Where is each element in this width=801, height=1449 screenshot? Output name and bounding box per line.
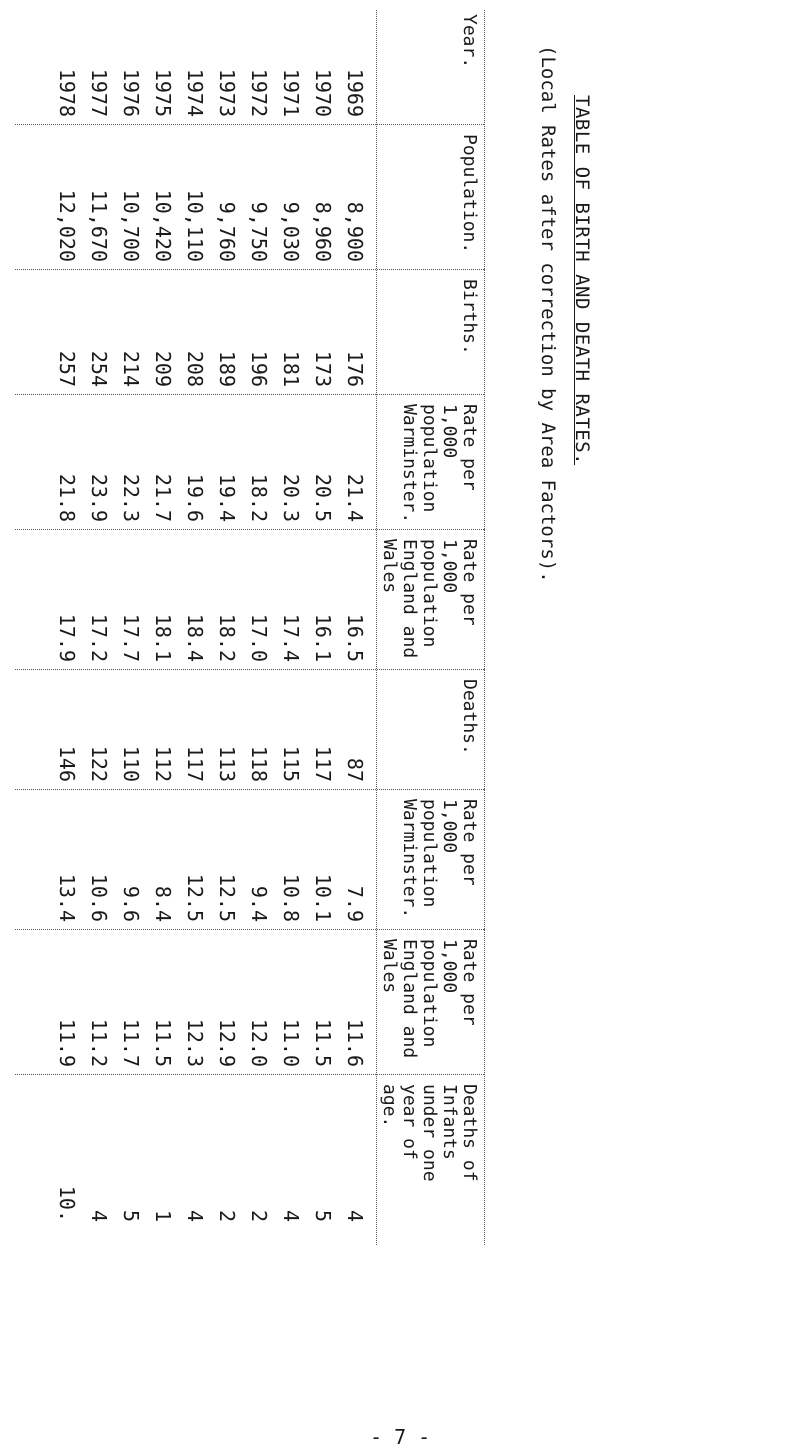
cell-population: 11,670 — [87, 189, 111, 262]
cell-birth-rate-warminster: 21.7 — [151, 473, 175, 522]
table-top-rule — [484, 10, 485, 1245]
column-population — [37, 130, 377, 270]
cell-deaths: 115 — [279, 745, 303, 782]
column-births — [37, 275, 377, 395]
cell-death-rate-england-wales: 11.2 — [87, 1018, 111, 1067]
header-population: Population. — [459, 134, 480, 254]
cell-population: 8,960 — [311, 201, 335, 262]
cell-birth-rate-warminster: 19.4 — [215, 473, 239, 522]
cell-year: 1971 — [279, 68, 303, 117]
cell-year: 1973 — [215, 68, 239, 117]
rotated-sheet — [5, 0, 605, 1310]
cell-birth-rate-england-wales: 17.2 — [87, 613, 111, 662]
cell-infant-deaths: 5 — [311, 1209, 335, 1222]
rates-table — [15, 10, 485, 1245]
title-block — [525, 0, 605, 1310]
cell-death-rate-warminster: 10.6 — [87, 873, 111, 922]
cell-birth-rate-warminster: 23.9 — [87, 473, 111, 522]
cell-deaths: 146 — [55, 745, 79, 782]
cell-birth-rate-warminster: 18.2 — [247, 473, 271, 522]
cell-death-rate-england-wales: 11.5 — [311, 1018, 335, 1067]
table-header-row — [377, 10, 485, 1245]
cell-infant-deaths: 1 — [151, 1209, 175, 1222]
cell-year: 1977 — [87, 68, 111, 117]
cell-births: 181 — [279, 350, 303, 387]
cell-death-rate-warminster: 10.8 — [279, 873, 303, 922]
column-infant-deaths — [37, 1080, 377, 1230]
cell-deaths: 110 — [119, 745, 143, 782]
column-birth-rate-warminster — [37, 400, 377, 530]
cell-population: 9,750 — [247, 201, 271, 262]
cell-births: 254 — [87, 350, 111, 387]
cell-death-rate-england-wales: 11.5 — [151, 1018, 175, 1067]
header-death-rate-warminster: Rate per 1,000 population Warminster. — [399, 799, 480, 919]
cell-birth-rate-england-wales: 18.4 — [183, 613, 207, 662]
cell-death-rate-england-wales: 11.0 — [279, 1018, 303, 1067]
cell-population: 9,030 — [279, 201, 303, 262]
cell-birth-rate-england-wales: 17.0 — [247, 613, 271, 662]
cell-death-rate-warminster: 8.4 — [151, 885, 175, 922]
cell-birth-rate-warminster: 21.8 — [55, 473, 79, 522]
cell-population: 9,760 — [215, 201, 239, 262]
page-number: - 7 - — [370, 1425, 431, 1449]
cell-death-rate-england-wales: 12.3 — [183, 1018, 207, 1067]
cell-population: 10,420 — [151, 189, 175, 262]
cell-death-rate-england-wales: 11.7 — [119, 1018, 143, 1067]
cell-death-rate-warminster: 7.9 — [343, 885, 367, 922]
cell-birth-rate-england-wales: 18.1 — [151, 613, 175, 662]
header-birth-rate-warminster: Rate per 1,000 population Warminster. — [399, 404, 480, 524]
cell-year: 1970 — [311, 68, 335, 117]
cell-births: 209 — [151, 350, 175, 387]
cell-year: 1969 — [343, 68, 367, 117]
cell-births: 257 — [55, 350, 79, 387]
cell-deaths: 87 — [343, 757, 367, 782]
cell-deaths: 117 — [183, 745, 207, 782]
cell-death-rate-england-wales: 12.9 — [215, 1018, 239, 1067]
cell-birth-rate-warminster: 20.3 — [279, 473, 303, 522]
cell-year: 1978 — [55, 68, 79, 117]
cell-birth-rate-england-wales: 17.4 — [279, 613, 303, 662]
cell-birth-rate-england-wales: 16.1 — [311, 613, 335, 662]
cell-births: 176 — [343, 350, 367, 387]
cell-births: 208 — [183, 350, 207, 387]
cell-birth-rate-warminster: 22.3 — [119, 473, 143, 522]
header-death-rate-england-wales: Rate per 1,000 population England and Wales — [379, 939, 480, 1059]
cell-birth-rate-england-wales: 16.5 — [343, 613, 367, 662]
cell-infant-deaths: 4 — [343, 1209, 367, 1222]
cell-death-rate-warminster: 12.5 — [215, 873, 239, 922]
cell-deaths: 113 — [215, 745, 239, 782]
cell-population: 8,900 — [343, 201, 367, 262]
cell-infant-deaths: 5 — [119, 1209, 143, 1222]
cell-death-rate-england-wales: 12.0 — [247, 1018, 271, 1067]
cell-death-rate-england-wales: 11.9 — [55, 1018, 79, 1067]
cell-population: 12,020 — [55, 189, 79, 262]
cell-birth-rate-warminster: 20.5 — [311, 473, 335, 522]
cell-infant-deaths: 4 — [87, 1209, 111, 1222]
column-birth-rate-england-wales — [37, 535, 377, 670]
cell-infant-deaths: 10. — [55, 1185, 79, 1222]
cell-birth-rate-england-wales: 18.2 — [215, 613, 239, 662]
document-subtitle: (Local Rates after correction by Area Factors). — [537, 45, 559, 583]
cell-death-rate-warminster: 9.4 — [247, 885, 271, 922]
cell-birth-rate-warminster: 21.4 — [343, 473, 367, 522]
cell-births: 173 — [311, 350, 335, 387]
cell-death-rate-warminster: 12.5 — [183, 873, 207, 922]
header-birth-rate-england-wales: Rate per 1,000 population England and Wales — [379, 539, 480, 659]
header-deaths: Deaths. — [459, 679, 480, 755]
cell-births: 214 — [119, 350, 143, 387]
cell-year: 1974 — [183, 68, 207, 117]
cell-infant-deaths: 2 — [247, 1209, 271, 1222]
cell-population: 10,700 — [119, 189, 143, 262]
cell-birth-rate-england-wales: 17.7 — [119, 613, 143, 662]
header-year: Year. — [459, 14, 480, 69]
cell-death-rate-england-wales: 11.6 — [343, 1018, 367, 1067]
cell-deaths: 122 — [87, 745, 111, 782]
cell-population: 10,110 — [183, 189, 207, 262]
header-infant-deaths: Deaths of Infants under one year of age. — [379, 1084, 480, 1182]
cell-infant-deaths: 2 — [215, 1209, 239, 1222]
cell-death-rate-warminster: 13.4 — [55, 873, 79, 922]
cell-deaths: 117 — [311, 745, 335, 782]
cell-deaths: 112 — [151, 745, 175, 782]
cell-infant-deaths: 4 — [183, 1209, 207, 1222]
column-death-rate-england-wales — [37, 935, 377, 1075]
cell-year: 1976 — [119, 68, 143, 117]
document-title: TABLE OF BIRTH AND DEATH RATES. — [571, 95, 593, 466]
column-deaths — [37, 675, 377, 790]
cell-infant-deaths: 4 — [279, 1209, 303, 1222]
cell-deaths: 118 — [247, 745, 271, 782]
cell-death-rate-warminster: 10.1 — [311, 873, 335, 922]
column-death-rate-warminster — [37, 795, 377, 930]
cell-death-rate-warminster: 9.6 — [119, 885, 143, 922]
cell-year: 1975 — [151, 68, 175, 117]
column-year — [37, 10, 377, 125]
cell-birth-rate-warminster: 19.6 — [183, 473, 207, 522]
cell-births: 189 — [215, 350, 239, 387]
cell-births: 196 — [247, 350, 271, 387]
header-births: Births. — [459, 279, 480, 355]
cell-year: 1972 — [247, 68, 271, 117]
cell-birth-rate-england-wales: 17.9 — [55, 613, 79, 662]
